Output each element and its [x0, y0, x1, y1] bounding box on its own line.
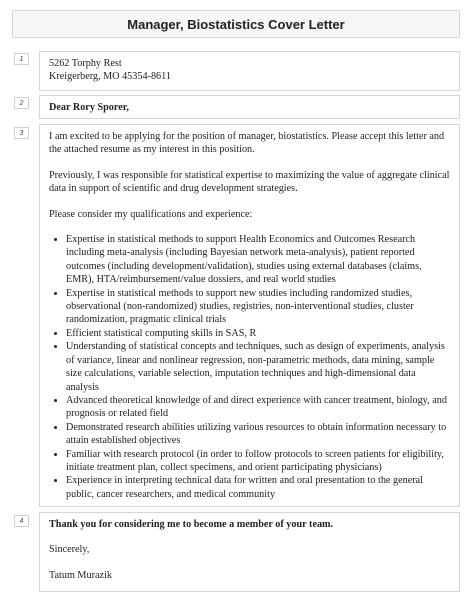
address-line-2: Kreigerberg, MO 45354-8611	[49, 71, 171, 83]
signer-name: Tatum Murazik	[49, 569, 112, 581]
section-number-3: 3	[14, 127, 29, 139]
list-item: • Experience in interpreting technical data for written and oral presentation to the general public, cancer researchers, and medical community	[66, 474, 450, 501]
list-item: • Expertise in statistical methods to support new studies including randomized studies, observational (non-randomized) studies, registries, non-interventional studies, cluster randomization, pragmatic clinical trials	[66, 287, 450, 327]
section-number-4: 4	[14, 515, 29, 527]
list-item: • Understanding of statistical concepts and techniques, such as design of experiments, analysis of variance, linear and nonlinear regression, non-parametric methods, data mining, sample size calculations, variable selection, imputation techniques and high-dimensional data analysis	[66, 340, 450, 394]
salutation: Dear Rory Sporer,	[49, 102, 129, 113]
address-section	[39, 51, 460, 91]
salutation-section	[39, 95, 460, 119]
qualifications-list	[49, 233, 450, 501]
list-item: • Advanced theoretical knowledge of and direct experience with cancer treatment, biology, and prognosis or related field	[66, 394, 450, 421]
list-item: • Efficient statistical computing skills in SAS, R	[66, 327, 450, 340]
address-line-1: 5262 Torphy Rest	[49, 58, 122, 69]
list-item: • Expertise in statistical methods to support Health Economics and Outcomes Research including meta-analysis (including Bayesian network meta-analysis), patient reported outcomes (including development/validation), studies using external databases (claims, EMR), HTA/reimbursement/value dossiers, and real world studies	[66, 233, 450, 287]
thank-you-line: Thank you for considering me to become a member of your team.	[49, 519, 334, 530]
list-item: • Demonstrated research abilities utilizing various resources to obtain information necessary to attain established objectives	[66, 421, 450, 448]
list-item: • Familiar with research protocol (in order to follow protocols to screen patients for eligibility, initiate treatment plan, collect specimens, and orient participating physicians)	[66, 448, 450, 475]
section-number-1: 1	[14, 53, 29, 65]
section-number-2: 2	[14, 97, 29, 109]
previous-paragraph: Previously, I was responsible for statistical expertise to maximizing the value of aggregate clinical data in support of scientific and drug development strategies.	[49, 169, 450, 195]
sign-off: Sincerely,	[49, 544, 90, 556]
intro-paragraph: I am excited to be applying for the position of manager, biostatistics. Please accept this letter and the attached resume as my interest in this position.	[49, 131, 445, 156]
closing-section	[39, 512, 460, 592]
body-section	[39, 124, 460, 507]
consider-paragraph: Please consider my qualifications and experience:	[49, 208, 253, 220]
document-title: Manager, Biostatistics Cover Letter	[127, 16, 345, 32]
document-header	[12, 10, 460, 38]
